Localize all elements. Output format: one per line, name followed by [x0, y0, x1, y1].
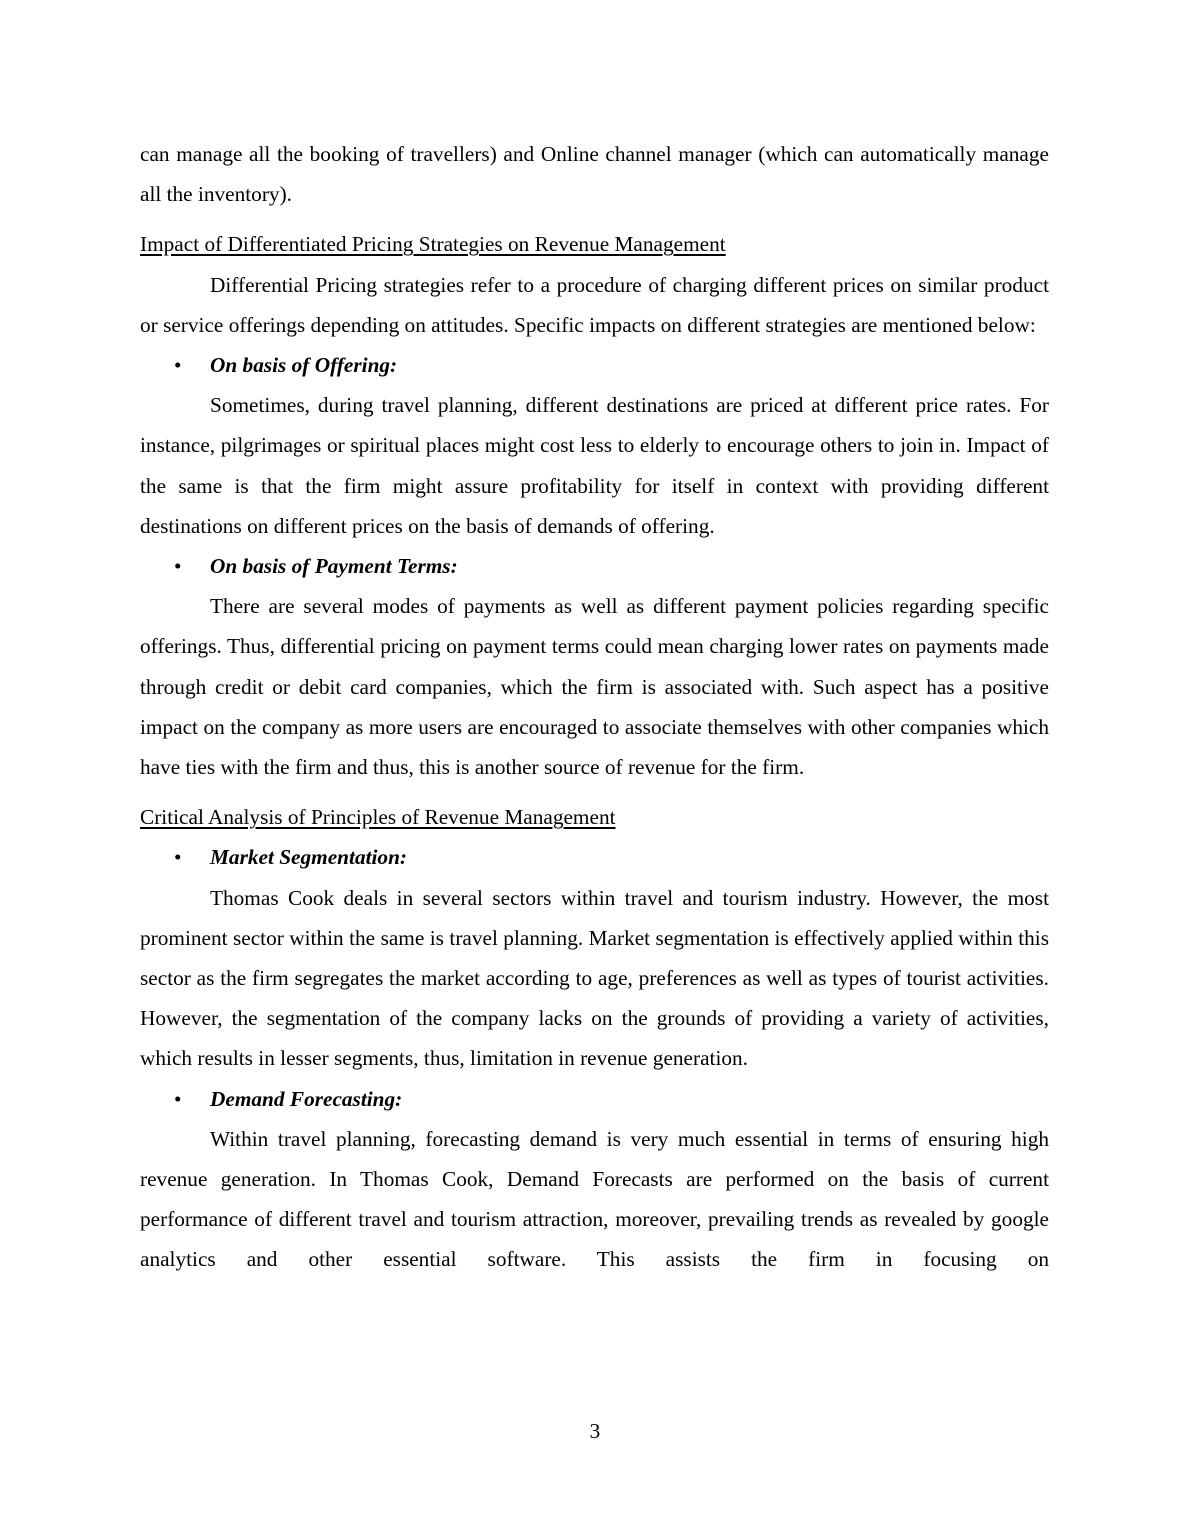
section-heading-pricing-strategies: Impact of Differentiated Pricing Strategies on Revenue Management: [140, 232, 726, 257]
bullet-icon: •: [174, 353, 182, 378]
bullet-item-demand-forecasting: [140, 1079, 1049, 1119]
bullet-title: On basis of Payment Terms:: [210, 554, 458, 579]
payment-terms-paragraph: There are several modes of payments as well as different payment policies regarding specific offerings. Thus, differential pricing on payment terms could mean charging lower rates on payments made through credit or debit card companies, which the firm is associated with. Such aspect has a positive impact on the company as more users are encouraged to associate themselves with other companies which have ties with the firm and thus, this is another source of revenue for the firm.: [140, 594, 1049, 780]
pricing-intro-paragraph: Differential Pricing strategies refer to a procedure of charging different prices on similar product or service offerings depending on attitudes. Specific impacts on different strategies are mentioned below:: [140, 272, 1049, 337]
section-heading-revenue-principles: Critical Analysis of Principles of Revenue Management: [140, 805, 616, 830]
document-page: [140, 134, 1049, 1280]
bullet-title: Market Segmentation:: [210, 845, 408, 870]
bullet-icon: •: [174, 554, 182, 579]
intro-continuation-paragraph: can manage all the booking of travellers) and Online channel manager (which can automatically manage all the inventory).: [140, 142, 1049, 207]
bullet-icon: •: [174, 845, 182, 870]
bullet-item-market-segmentation: [140, 837, 1049, 877]
bullet-item-payment-terms: [140, 546, 1049, 586]
bullet-title: On basis of Offering:: [210, 353, 398, 378]
offering-paragraph: Sometimes, during travel planning, different destinations are priced at different price rates. For instance, pilgrimages or spiritual places might cost less to elderly to encourage others to join in. Impact of the same is that the firm might assure profitability for itself in context with providing different destinations on different prices on the basis of demands of offering.: [140, 393, 1049, 538]
bullet-title: Demand Forecasting:: [210, 1086, 403, 1111]
bullet-icon: •: [174, 1086, 182, 1111]
demand-forecasting-paragraph: Within travel planning, forecasting demand is very much essential in terms of ensuring high revenue generation. In Thomas Cook, Demand Forecasts are performed on the basis of current performance of different travel and tourism attraction, moreover, prevailing trends as revealed by google analytics and other essential software. This assists the firm in focusing on: [140, 1126, 1049, 1272]
market-segmentation-paragraph: Thomas Cook deals in several sectors within travel and tourism industry. However, the most prominent sector within the same is travel planning. Market segmentation is effectively applied within this sector as the firm segregates the market according to age, preferences as well as types of tourist activities. However, the segmentation of the company lacks on the grounds of providing a variety of activities, which results in lesser segments, thus, limitation in revenue generation.: [140, 885, 1049, 1071]
bullet-item-offering: [140, 345, 1049, 385]
page-number: 3: [589, 1419, 601, 1443]
